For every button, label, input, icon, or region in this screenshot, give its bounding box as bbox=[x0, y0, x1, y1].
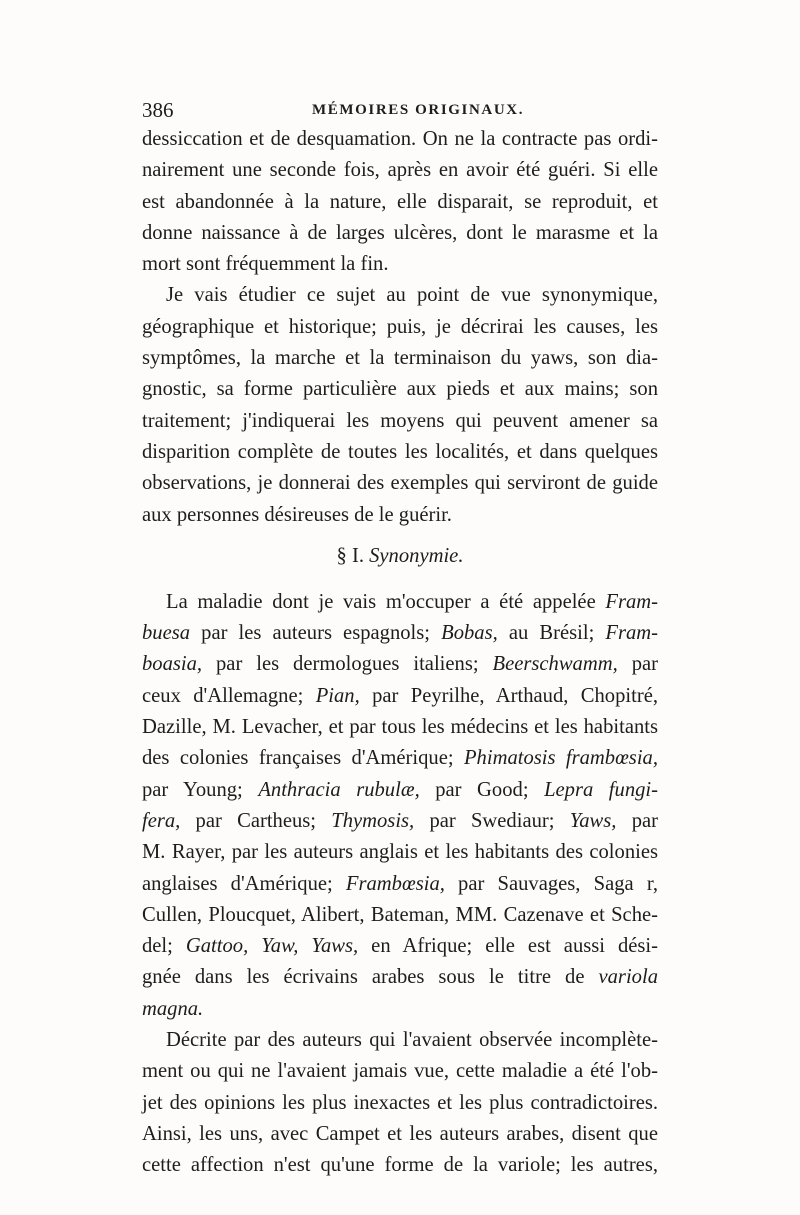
text-run: des colonies françaises d'Amérique; bbox=[142, 747, 464, 770]
italic-term: Gattoo, Yaw, Yaws, bbox=[185, 935, 359, 958]
text-line: symptômes, la marche et la terminaison du yaws, son dia- bbox=[142, 347, 658, 370]
italic-term: Fram- bbox=[605, 622, 659, 645]
text-run: par Good; bbox=[419, 778, 545, 801]
text-run: ceux d'Allemagne; bbox=[142, 684, 316, 707]
text-run: gnée dans les écrivains arabes sous le titre de bbox=[142, 966, 599, 989]
italic-term: boasia, bbox=[142, 653, 203, 676]
section-number: § I. bbox=[336, 544, 370, 567]
text-line: jet des opinions les plus inexactes et les plus contradictoires. bbox=[142, 1091, 658, 1114]
text-line: gnostic, sa forme particulière aux pieds et aux mains; son bbox=[142, 378, 658, 401]
text-line bbox=[142, 618, 658, 649]
text-run: par Swediaur; bbox=[414, 809, 570, 832]
text-run: La maladie dont je vais m'occuper a été appelée bbox=[166, 590, 606, 613]
paragraph-synonymie bbox=[142, 587, 658, 1025]
italic-term: fera, bbox=[142, 809, 181, 832]
text-line: traitement; j'indiquerai les moyens qui peuvent amener sa bbox=[142, 409, 658, 432]
text-line bbox=[142, 649, 658, 680]
text-run: par les auteurs espagnols; bbox=[190, 622, 442, 645]
italic-term: Thymosis, bbox=[331, 809, 415, 832]
text-line: Décrite par des auteurs qui l'avaient observée incomplète- bbox=[166, 1029, 658, 1052]
text-run: en Afrique; elle est aussi dési- bbox=[358, 935, 659, 958]
text-line: M. Rayer, par les auteurs anglais et les habitants des colonies bbox=[142, 841, 658, 864]
paragraph-opinions bbox=[142, 1025, 658, 1181]
italic-term: Phimatosis frambœsia, bbox=[463, 747, 658, 770]
text-run: anglaises d'Amérique; bbox=[142, 872, 346, 895]
text-run: par Sauvages, Saga r, bbox=[444, 872, 659, 895]
paragraph-intro bbox=[142, 124, 658, 280]
text-line: observations, je donnerai des exemples qui serviront de guide bbox=[142, 472, 658, 495]
section-heading bbox=[142, 531, 658, 587]
italic-term: buesa bbox=[142, 622, 191, 645]
paragraph-plan bbox=[142, 280, 658, 530]
text-line: cette affection n'est qu'une forme de la variole; les autres, bbox=[142, 1154, 658, 1177]
text-line: mort sont fréquemment la fin. bbox=[142, 253, 389, 276]
text-line: ment ou qui ne l'avaient jamais vue, cette maladie a été l'ob- bbox=[142, 1060, 658, 1083]
italic-term: Frambœsia, bbox=[345, 872, 445, 895]
running-title: MÉMOIRES ORIGINAUX. bbox=[312, 102, 525, 118]
text-run: par Peyrilhe, Arthaud, Chopitré, bbox=[359, 684, 658, 707]
text-line bbox=[142, 994, 658, 1025]
text-line bbox=[142, 681, 658, 712]
text-run: par Young; bbox=[142, 778, 259, 801]
page-header bbox=[142, 96, 662, 126]
text-line: Dazille, M. Levacher, et par tous les médecins et les habitants bbox=[142, 716, 658, 739]
text-line: est abandonnée à la nature, elle disparait, se reproduit, et bbox=[142, 190, 658, 213]
text-line: nairement une seconde fois, après en avoir été guéri. Si elle bbox=[142, 159, 658, 182]
italic-term: Fram- bbox=[605, 590, 658, 613]
text-line: géographique et historique; puis, je décrirai les causes, les bbox=[142, 315, 658, 338]
text-run: par bbox=[617, 653, 658, 676]
text-line: disparition complète de toutes les localités, et dans quelques bbox=[142, 440, 658, 463]
section-title: Synonymie. bbox=[369, 544, 464, 567]
text-line bbox=[142, 587, 658, 618]
text-line: Cullen, Ploucquet, Alibert, Bateman, MM. Cazenave et Sche- bbox=[142, 903, 658, 926]
text-line bbox=[142, 743, 658, 774]
italic-term: Anthracia rubulæ, bbox=[258, 778, 420, 801]
italic-term: variola bbox=[598, 966, 658, 989]
text-line: aux personnes désireuses de le guérir. bbox=[142, 503, 452, 526]
italic-term: Pian, bbox=[315, 684, 360, 707]
text-line bbox=[142, 962, 658, 993]
italic-term: Bobas, bbox=[441, 622, 498, 645]
text-line: Ainsi, les uns, avec Campet et les auteurs arabes, disent que bbox=[142, 1122, 658, 1145]
text-run: au Brésil; bbox=[497, 622, 606, 645]
italic-term: Yaws, bbox=[569, 809, 617, 832]
text-line bbox=[142, 931, 658, 962]
page-number: 386 bbox=[142, 98, 174, 122]
text-line: donne naissance à de larges ulcères, dont le marasme et la bbox=[142, 221, 658, 244]
body-text bbox=[142, 124, 658, 1182]
text-line bbox=[142, 775, 658, 806]
italic-term: Beerschwamm, bbox=[492, 653, 618, 676]
text-run: del; bbox=[142, 935, 186, 958]
text-line: dessiccation et de desquamation. On ne la contracte pas ordi- bbox=[142, 128, 658, 150]
italic-term: Lepra fungi- bbox=[544, 778, 658, 801]
text-line bbox=[142, 806, 658, 837]
italic-term: magna. bbox=[142, 997, 204, 1020]
text-line bbox=[142, 869, 658, 900]
text-run: par bbox=[616, 809, 658, 832]
text-run: par les dermologues italiens; bbox=[202, 653, 493, 676]
text-line: Je vais étudier ce sujet au point de vue synonymique, bbox=[166, 284, 658, 307]
text-run: par Cartheus; bbox=[180, 809, 332, 832]
